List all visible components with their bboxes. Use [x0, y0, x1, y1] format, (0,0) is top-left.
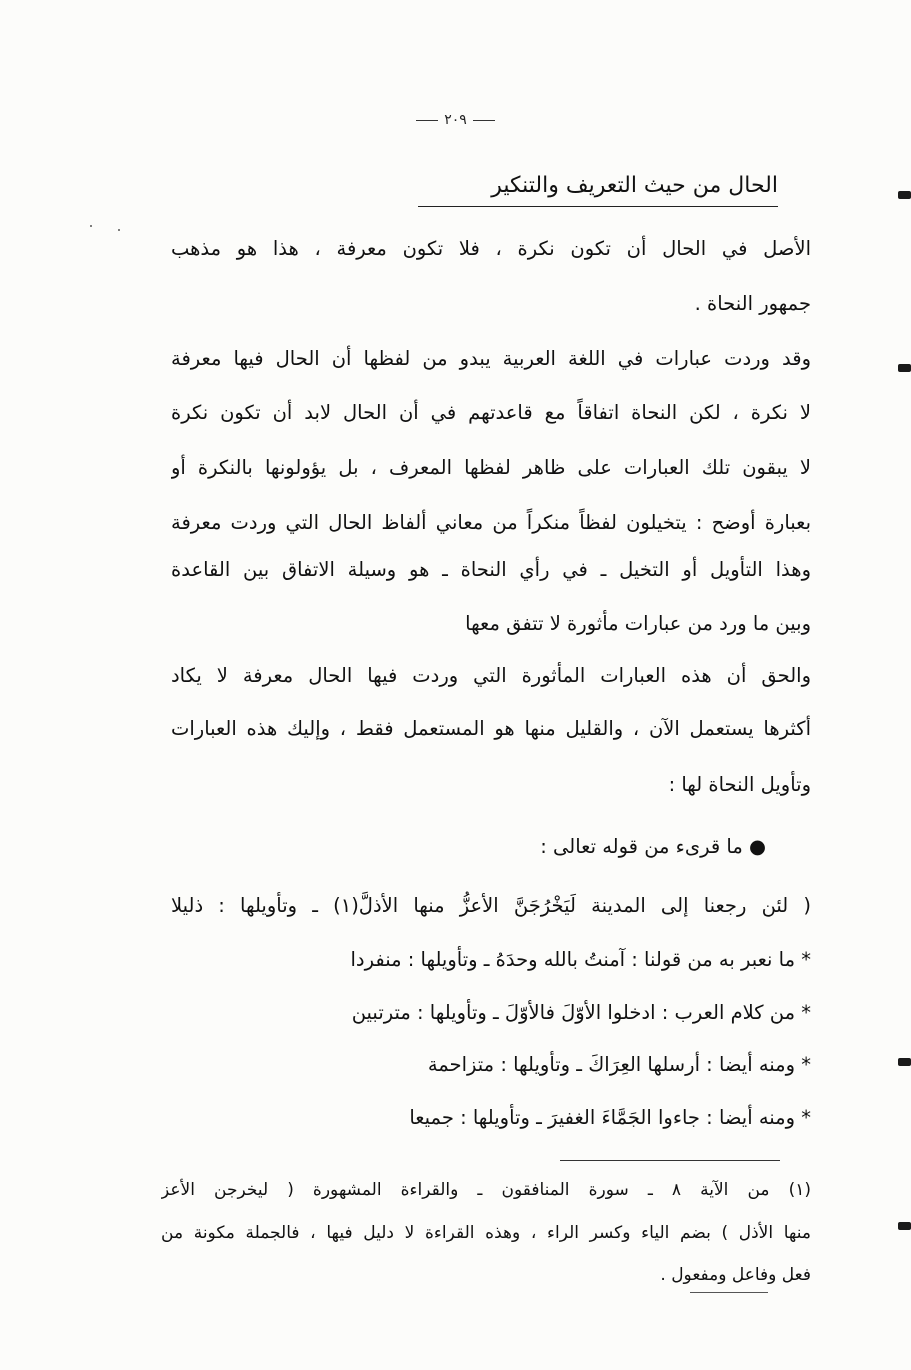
- paragraph-line: الأصل في الحال أن تكون نكرة ، فلا تكون معرفة ، هذا هو مذهب: [171, 237, 811, 260]
- footnote-line: (١) من الآية ٨ ـ سورة المنافقون ـ والقراءة المشهورة ( ليخرجن الأعز: [161, 1180, 811, 1200]
- margin-mark: [898, 191, 911, 199]
- paragraph-line: وبين ما ورد من عبارات مأثورة لا تتفق معها: [465, 612, 811, 635]
- section-title: الحال من حيث التعريف والتنكير: [418, 168, 778, 207]
- paragraph-line: جمهور النحاة .: [694, 292, 811, 315]
- bottom-rule: [690, 1292, 768, 1293]
- paragraph-line: لا نكرة ، لكن النحاة اتفاقاً مع قاعدتهم في أن الحال لابد أن تكون نكرة: [171, 401, 811, 424]
- footnote-line: منها الأذل ) بضم الياء وكسر الراء ، وهذه القراءة لا دليل فيها ، فالجملة مكونة من: [161, 1223, 811, 1243]
- page-number: ٢٠٩: [0, 112, 911, 128]
- example-line: * من كلام العرب : ادخلوا الأوّلَ فالأوّلَ ـ وتأويلها : مترتبين: [351, 1001, 811, 1024]
- example-line: ( لئن رجعنا إلى المدينة لَيَخْرُجَنَّ الأعزُّ منها الأذلَّ(١) ـ وتأويلها : ذليلا: [171, 894, 811, 917]
- example-intro: ● ما قرىء من قوله تعالى :: [540, 835, 766, 858]
- paragraph-line: أكثرها يستعمل الآن ، والقليل منها هو المستعمل فقط ، وإليك هذه العبارات: [171, 717, 811, 740]
- example-line: * ما نعبر به من قولنا : آمنتُ بالله وحدَهُ ـ وتأويلها : منفردا: [350, 948, 811, 971]
- example-line: * ومنه أيضا : جاءوا الجَمَّاءَ الغفيرَ ـ وتأويلها : جميعا: [409, 1106, 811, 1129]
- scan-speck: [90, 225, 92, 227]
- margin-mark: [898, 364, 911, 372]
- margin-mark: [898, 1222, 911, 1230]
- paragraph-line: وتأويل النحاة لها :: [668, 773, 811, 796]
- paragraph-line: وهذا التأويل أو التخيل ـ في رأي النحاة ـ هو وسيلة الاتفاق بين القاعدة: [171, 558, 811, 581]
- paragraph-line: والحق أن هذه العبارات المأثورة التي وردت فيها الحال معرفة لا يكاد: [171, 664, 811, 687]
- scan-speck: [118, 229, 120, 231]
- footnote-separator: [560, 1160, 780, 1161]
- paragraph-line: وقد وردت عبارات في اللغة العربية يبدو من لفظها أن الحال فيها معرفة: [171, 347, 811, 370]
- margin-mark: [898, 1058, 911, 1066]
- paragraph-line: لا يبقون تلك العبارات على ظاهر لفظها المعرف ، بل يؤولونها بالنكرة أو: [171, 456, 811, 479]
- example-line: * ومنه أيضا : أرسلها العِرَاكَ ـ وتأويلها : متزاحمة: [427, 1053, 811, 1076]
- paragraph-line: بعبارة أوضح : يتخيلون لفظاً منكراً من معاني ألفاظ الحال التي وردت معرفة: [171, 511, 811, 534]
- footnote-line: فعل وفاعل ومفعول .: [660, 1265, 811, 1285]
